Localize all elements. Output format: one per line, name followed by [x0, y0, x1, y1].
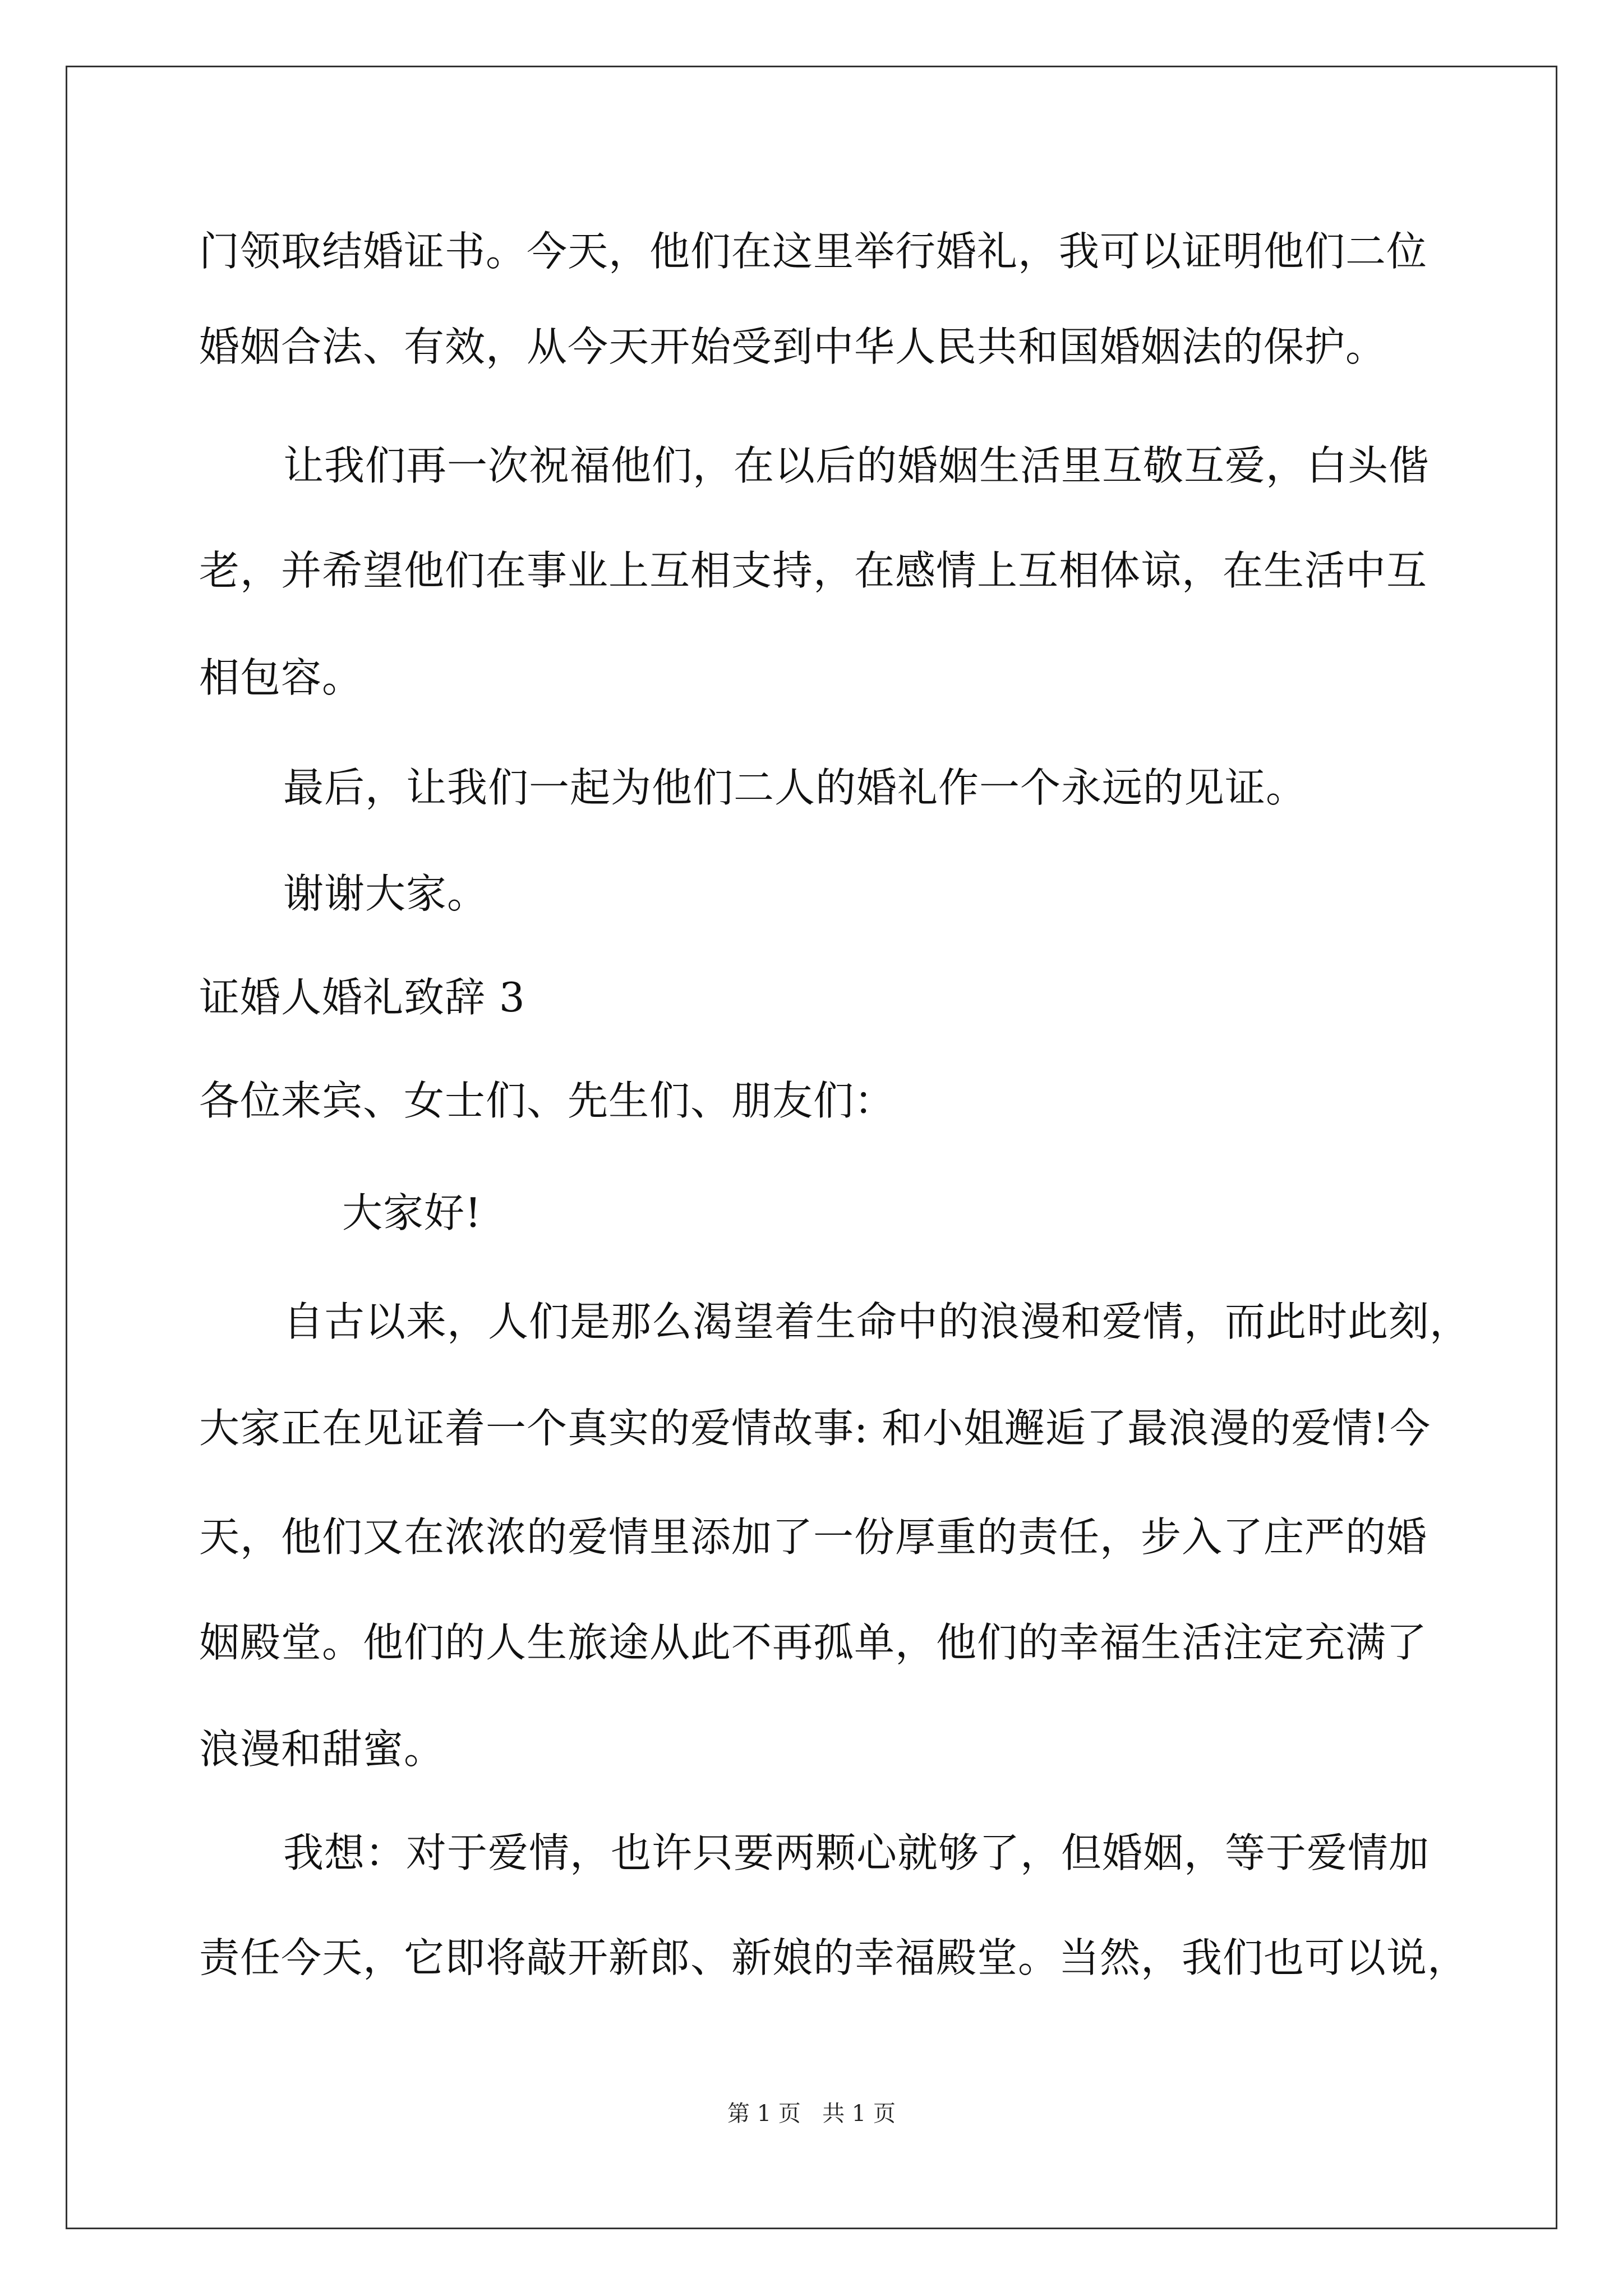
text-line: 相包容。 — [199, 654, 363, 701]
text-line: 老，并希望他们在事业上互相支持，在感情上互相体谅，在生活中互 — [199, 547, 1428, 594]
text-line: 浪漫和甜蜜。 — [199, 1726, 445, 1773]
text-line: 最后，让我们一起为他们二人的婚礼作一个永远的见证。 — [283, 764, 1307, 811]
text-line: 自古以来，人们是那么渴望着生命中的浪漫和爱情，而此时此刻， — [283, 1298, 1471, 1345]
section-heading: 证婚人婚礼致辞 3 — [199, 974, 525, 1021]
text-line: 大家正在见证着一个真实的爱情故事: 和小姐邂逅了最浪漫的爱情!今 — [199, 1405, 1431, 1452]
greeting: 大家好! — [342, 1189, 482, 1236]
text-line: 责任今天，它即将敲开新郎、新娘的幸福殿堂。当然，我们也可以说， — [199, 1934, 1469, 1981]
salutation: 各位来宾、女士们、先生们、朋友们： — [199, 1077, 896, 1124]
text-line: 我想：对于爱情，也许只要两颗心就够了，但婚姻，等于爱情加 — [283, 1829, 1430, 1876]
text-line: 门领取结婚证书。今天，他们在这里举行婚礼，我可以证明他们二位 — [199, 228, 1428, 275]
text-line: 让我们再一次祝福他们，在以后的婚姻生活里互敬互爱，白头偕 — [283, 442, 1430, 489]
text-line: 婚姻合法、有效，从今天开始受到中华人民共和国婚姻法的保护。 — [199, 323, 1387, 370]
page-border — [66, 66, 1557, 2229]
text-line: 谢谢大家。 — [283, 870, 488, 917]
text-line: 天，他们又在浓浓的爱情里添加了一份厚重的责任，步入了庄严的婚 — [199, 1513, 1428, 1561]
page-footer: 第 1 页 共 1 页 — [727, 2101, 896, 2127]
text-line: 姻殿堂。他们的人生旅途从此不再孤单，他们的幸福生活注定充满了 — [199, 1619, 1428, 1666]
